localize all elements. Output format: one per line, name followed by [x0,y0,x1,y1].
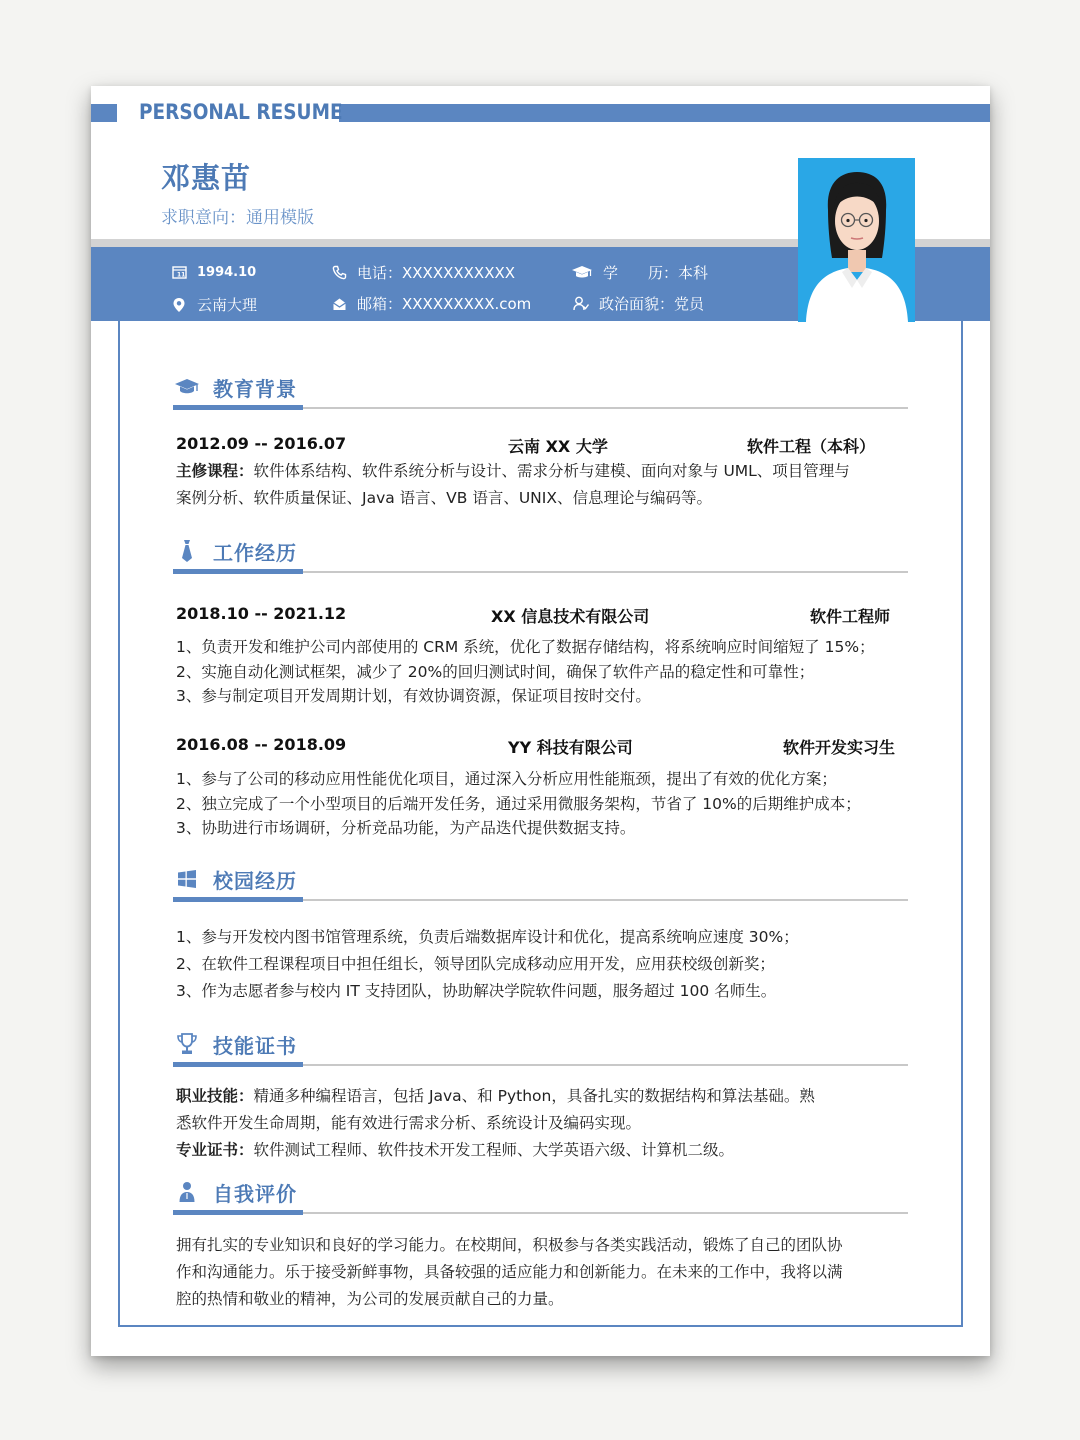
birth-value: 1994.10 [197,264,257,280]
courses-label: 主修课程： [176,462,254,480]
candidate-name: 邓惠苗 [161,161,252,195]
politics-value: 政治面貌：党员 [599,295,705,313]
list-item: 1、参与开发校内图书馆管理系统，负责后端数据库设计和优化，提高系统响应速度 30%； [176,928,799,946]
list-item: 1、参与了公司的移动应用性能优化项目，通过深入分析应用性能瓶颈，提出了有效的优化方案； [176,770,837,788]
self-line-2: 作和沟通能力。乐于接受新鲜事物，具备较强的适应能力和创新能力。在未来的工作中，我将以满 [176,1263,843,1281]
self-line-1: 拥有扎实的专业知识和良好的学习能力。在校期间，积极参与各类实践活动，锻炼了自己的团队协 [176,1236,843,1254]
section-underline-accent [173,1210,303,1215]
self-section-header [173,1174,908,1214]
list-item: 3、作为志愿者参与校内 IT 支持团队，协助解决学院软件问题，服务超过 100 名师生。 [176,982,777,1000]
courses-line-1: 软件体系结构、软件系统分析与设计、需求分析与建模、面向对象与 UML、项目管理与 [253,462,850,480]
windows-grid-icon [173,867,201,891]
skills-line-2: 悉软件开发生命周期，能有效进行需求分析、系统设计及编码实现。 [176,1114,642,1132]
job-1-duties [176,635,908,709]
list-item: 3、参与制定项目开发周期计划，有效协调资源，保证项目按时交付。 [176,687,651,705]
politics-info [573,293,704,314]
cert-label: 专业证书： [176,1141,254,1159]
job-2-role: 软件开发实习生 [783,738,896,757]
skills-line-1: 精通多种编程语言，包括 Java、和 Python，具备扎实的数据结构和算法基础。熟 [253,1087,815,1105]
section-underline [303,407,908,409]
campus-section-header [173,861,908,901]
email-info [331,293,531,314]
trophy-icon [173,1032,201,1056]
job-2-company: YY 科技有限公司 [508,738,633,757]
work-title: 工作经历 [213,541,297,565]
campus-title: 校园经历 [213,869,297,893]
self-evaluation [176,1232,908,1313]
location-value: 云南大理 [197,296,258,314]
skills-text [176,1083,908,1164]
section-underline [303,571,908,573]
section-underline [303,1064,908,1066]
skills-label: 职业技能： [176,1087,254,1105]
list-item: 3、协助进行市场调研，分析竞品功能，为产品迭代提供数据支持。 [176,819,636,837]
job-2-duties [176,767,908,841]
education-school: 云南 XX 大学 [508,437,608,456]
person-icon [173,1180,201,1204]
skills-section-header [173,1026,908,1066]
section-underline-accent [173,569,303,574]
calendar-icon [171,264,187,280]
education-period: 2012.09 -- 2016.07 [176,434,347,453]
section-underline [303,1212,908,1214]
list-item: 2、实施自动化测试框架，减少了 20%的回归测试时间，确保了软件产品的稳定性和可靠性； [176,662,815,681]
location-pin-icon [171,297,187,313]
job-1-company: XX 信息技术有限公司 [491,607,650,626]
list-item: 1、负责开发和维护公司内部使用的 CRM 系统，优化了数据存储结构，将系统响应时间缩短了 15%； [176,638,875,656]
education-section-header [173,369,908,409]
mail-icon [331,296,347,312]
self-title: 自我评价 [213,1182,297,1206]
tie-icon [173,539,201,563]
list-item: 2、在软件工程课程项目中担任组长，领导团队完成移动应用开发，应用获校级创新奖； [176,955,775,973]
job-intent: 求职意向：通用模版 [161,208,314,228]
email-value: 邮箱：XXXXXXXXX.com [357,295,532,313]
section-underline [303,899,908,901]
skills-title: 技能证书 [213,1034,297,1058]
education-value: 学 历：本科 [603,264,709,282]
phone-value: 电话：XXXXXXXXXXX [357,264,516,282]
graduation-cap-icon [173,375,201,399]
header-accent-bar-right [339,104,990,122]
section-underline-accent [173,1062,303,1067]
cert-text: 软件测试工程师、软件技术开发工程师、大学英语六级、计算机二级。 [253,1141,735,1159]
user-group-icon [573,296,589,312]
education-title: 教育背景 [213,377,297,401]
courses-line-2: 案例分析、软件质量保证、Java 语言、VB 语言、UNIX、信息理论与编码等。 [176,489,712,507]
education-courses [176,458,908,512]
phone-info [331,262,515,283]
job-1-period: 2018.10 -- 2021.12 [176,604,347,623]
education-major: 软件工程（本科） [747,437,876,456]
job-2-period: 2016.08 -- 2018.09 [176,735,347,754]
phone-icon [331,265,347,281]
work-section-header [173,533,908,573]
location-info [171,294,257,315]
profile-photo [798,158,915,322]
birth-info [171,264,256,280]
list-item: 2、独立完成了一个小型项目的后端开发任务，通过采用微服务架构，节省了 10%的后期维护成本； [176,794,861,813]
svg-text:11: 11 [176,271,185,279]
header-accent-bar-left [91,104,117,122]
resume-label: PERSONAL RESUME [139,100,343,124]
education-info [571,262,708,283]
section-underline-accent [173,405,303,410]
campus-items [176,924,908,1005]
graduation-cap-icon [571,265,593,281]
job-1-role: 软件工程师 [810,607,891,626]
resume-page [91,86,990,1356]
self-line-3: 腔的热情和敬业的精神，为公司的发展贡献自己的力量。 [176,1290,564,1308]
section-underline-accent [173,897,303,902]
